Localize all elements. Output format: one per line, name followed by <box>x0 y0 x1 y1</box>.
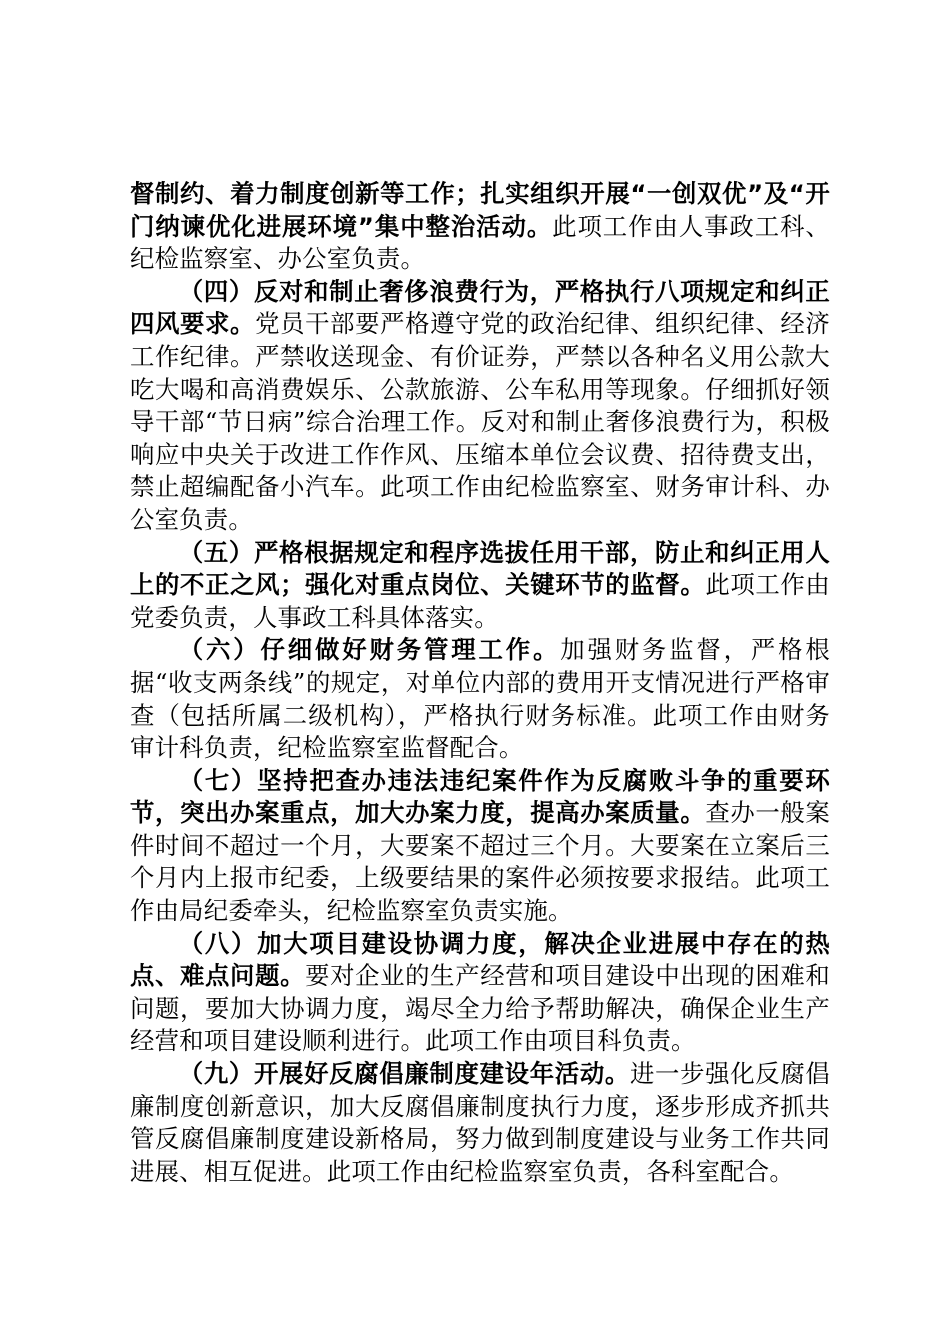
paragraph-heading: （六）仔细做好财务管理工作。 <box>178 635 561 665</box>
paragraph-heading: 督制约、着力制度创新等工作；扎实组织开展“一创双优”及“开门纳谏优化进展环境”集中整治活动。 <box>130 179 830 241</box>
paragraph-heading: （七）坚持把查办违法违纪案件作为反腐败斗争的重要环节，突出办案重点，加大办案力度，提高办案质量。 <box>130 765 830 828</box>
paragraph-item-4 <box>130 276 830 537</box>
paragraph-body: 进一步强化反腐倡廉制度创新意识，加大反腐倡廉制度执行力度，逐步形成齐抓共管反腐倡廉制度建设新格局，努力做到制度建设与业务工作共同进展、相互促进。此项工作由纪检监察室负责，各科室配合。 <box>130 1059 830 1186</box>
paragraph-body: 加强财务监督，严格根据“收支两条线”的规定，对单位内部的费用开支情况进行严格审查（包括所属二级机构），严格执行财务标准。此项工作由财务审计科负责，纪检监察室监督配合。 <box>130 635 830 763</box>
paragraph-item-9 <box>130 1058 830 1188</box>
paragraph-continuation <box>130 178 830 276</box>
paragraph-body: 此项工作由人事政工科、纪检监察室、办公室负责。 <box>130 211 830 274</box>
paragraph-item-7 <box>130 765 830 928</box>
paragraph-item-5 <box>130 537 830 635</box>
paragraph-item-8 <box>130 928 830 1058</box>
paragraph-body: 此项工作由党委负责，人事政工科具体落实。 <box>130 570 830 632</box>
paragraph-body: 查办一般案件时间不超过一个月，大要案不超过三个月。大要案在立案后三个月内上报市纪委，上级要结果的案件必须按要求报结。此项工作由局纪委牵头，纪检监察室负责实施。 <box>130 798 830 926</box>
paragraph-body: 要对企业的生产经营和项目建设中出现的困难和问题，要加大协调力度，竭尽全力给予帮助解决，确保企业生产经营和项目建设顺利进行。此项工作由项目科负责。 <box>130 961 830 1056</box>
paragraph-heading: （九）开展好反腐倡廉制度建设年活动。 <box>178 1059 630 1089</box>
document-page <box>130 178 830 1188</box>
paragraph-heading: （四）反对和制止奢侈浪费行为，严格执行八项规定和纠正四风要求。 <box>130 276 830 339</box>
paragraph-body: 党员干部要严格遵守党的政治纪律、组织纪律、经济工作纪律。严禁收送现金、有价证券，严禁以各种名义用公款大吃大喝和高消费娱乐、公款旅游、公车私用等现象。仔细抓好领导干部“节日病”综合治理工作。反对和制止奢侈浪费行为，积极响应中央关于改进工作作风、压缩本单位会议费、招待费支出，禁止超编配备小汽车。此项工作由纪检监察室、财务审计科、办公室负责。 <box>130 309 830 534</box>
paragraph-item-6 <box>130 634 830 764</box>
paragraph-heading: （五）严格根据规定和程序选拔任用干部，防止和纠正用人上的不正之风；强化对重点岗位、关键环节的监督。 <box>130 537 830 600</box>
paragraph-heading: （八）加大项目建设协调力度，解决企业进展中存在的热点、难点问题。 <box>130 928 830 991</box>
